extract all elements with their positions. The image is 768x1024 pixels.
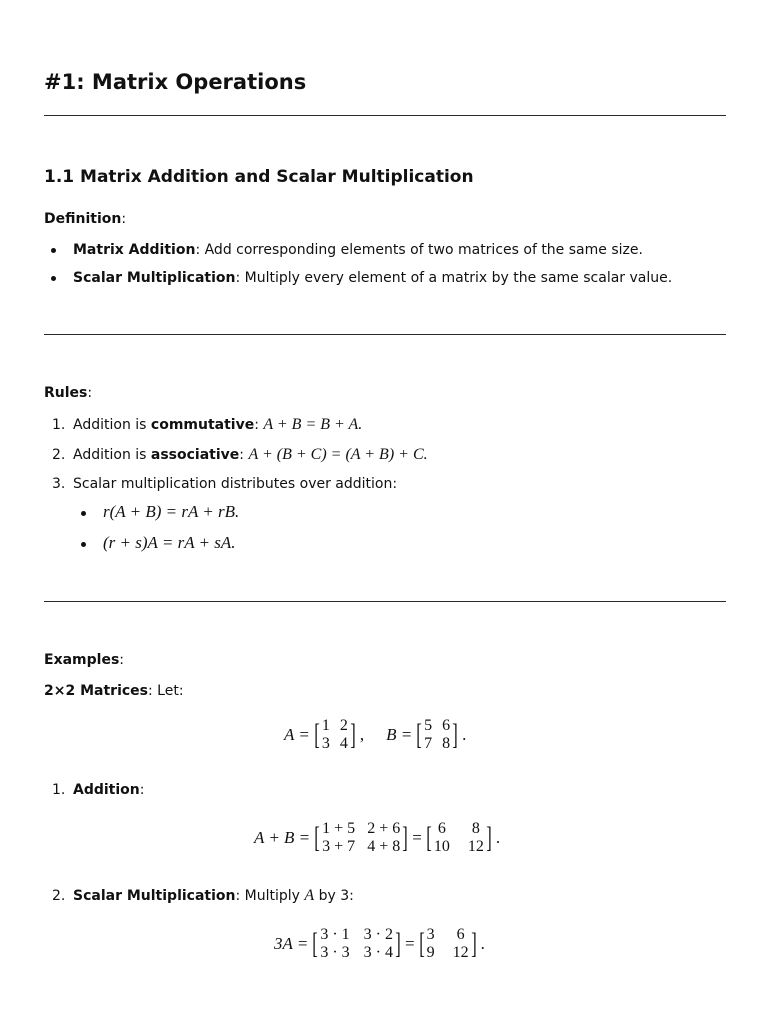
- rule-commutative: Addition is commutative: A + B = B + A.: [73, 416, 363, 433]
- matrix-b: [ 5 6 7 8 ]: [416, 717, 458, 752]
- list-number: 2.: [52, 447, 66, 463]
- list-number: 1.: [52, 782, 66, 798]
- definition-item-scalar-multiplication: Scalar Multiplication: Multiply every element of a matrix by the same scalar value.: [73, 270, 673, 286]
- addition-equation: A + B = [ 1 + 5 2 + 6 3 + 7 4 + 8 ] = [ 6 8 10 12 ] .: [254, 820, 501, 855]
- divider: [44, 334, 726, 335]
- divider: [44, 115, 726, 116]
- page-title: #1: Matrix Operations: [44, 70, 307, 94]
- examples-intro: 2×2 Matrices: Let:: [44, 683, 184, 699]
- bullet-marker: [81, 542, 86, 547]
- rule-distributive: Scalar multiplication distributes over addition:: [73, 476, 398, 492]
- matrix-sum-result: [ 6 8 10 12 ]: [426, 820, 492, 855]
- section-heading: 1.1 Matrix Addition and Scalar Multiplication: [44, 167, 474, 187]
- list-number: 3.: [52, 476, 66, 492]
- rules-label: Rules:: [44, 385, 93, 401]
- matrix-scalar-result: [ 3 6 9 12 ]: [418, 926, 477, 961]
- bullet-marker: [51, 276, 56, 281]
- definition-label: Definition:: [44, 211, 127, 227]
- example-step-scalar: Scalar Multiplication: Multiply A by 3:: [73, 887, 354, 904]
- matrix-definitions: A = [ 1 2 3 4 ] , B = [ 5 6 7 8 ] .: [284, 717, 467, 752]
- bullet-marker: [51, 248, 56, 253]
- matrix-scalar-expanded: [ 3 · 1 3 · 2 3 · 3 3 · 4 ]: [312, 926, 401, 961]
- example-step-addition: Addition:: [73, 782, 145, 798]
- bullet-marker: [81, 511, 86, 516]
- list-number: 1.: [52, 417, 66, 433]
- scalar-equation: 3A = [ 3 · 1 3 · 2 3 · 3 3 · 4 ] = [ 3 6 9 12 ] .: [274, 926, 485, 961]
- matrix-a: [ 1 2 3 4 ]: [314, 717, 356, 752]
- definition-item-matrix-addition: Matrix Addition: Add corresponding elements of two matrices of the same size.: [73, 242, 643, 258]
- divider: [44, 601, 726, 602]
- rule-associative: Addition is associative: A + (B + C) = (A + B) + C.: [73, 446, 428, 463]
- rule-subitem: (r + s)A = rA + sA.: [103, 533, 236, 552]
- list-number: 2.: [52, 888, 66, 904]
- rule-subitem: r(A + B) = rA + rB.: [103, 502, 240, 521]
- matrix-sum-expanded: [ 1 + 5 2 + 6 3 + 7 4 + 8 ]: [314, 820, 408, 855]
- examples-label: Examples:: [44, 652, 124, 668]
